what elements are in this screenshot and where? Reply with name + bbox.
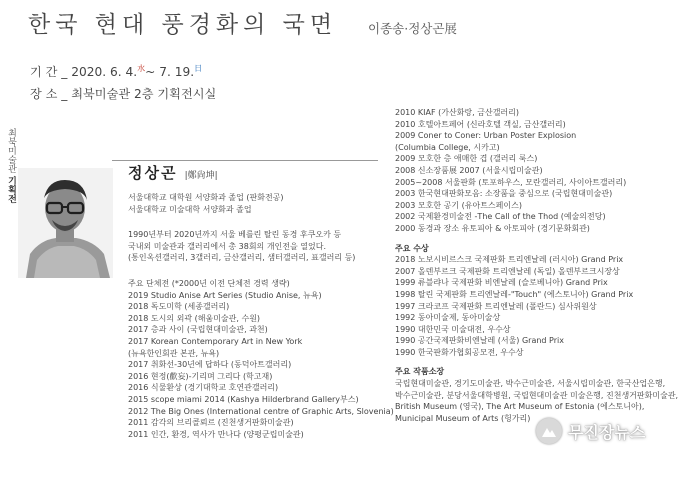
award-item: 1990 대한민국 미술대전, 우수상: [395, 324, 511, 334]
section-divider: [112, 160, 378, 161]
award-item: 1999 류블랴나 국제판화 비엔날레 (슬로베니아) Grand Prix: [395, 278, 608, 288]
education-item: 서울대학교 대학원 서양화과 졸업 (판화전공): [128, 193, 284, 202]
exhibition-period: [30, 63, 202, 80]
artist-education: [128, 192, 284, 215]
artist-summary: [128, 229, 355, 264]
artist-portrait: [18, 168, 113, 278]
award-item: 1997 크라코프 국제판화 트리엔날레 (폴란드) 심사위원상: [395, 301, 597, 311]
artist-heading: [128, 162, 218, 183]
exhibition-item: 2003 모호한 공기 (유아트스페이스): [395, 200, 522, 210]
exhibition-item: 2008 신소장품展 2007 (서울시립미술관): [395, 165, 543, 175]
exhibition-item: 2005~2008 서울판화 (토포하우스, 모란갤러리, 사이아트갤러리): [395, 177, 627, 187]
exhibition-item: 2012 The Big Ones (International centre of Graphic Arts, Slovenia): [128, 406, 394, 416]
collection-line: Municipal Museum of Arts (헝가리): [395, 413, 531, 423]
exhibition-item: 2016 현정(歡妄)-기리며 그리다 (학고재): [128, 371, 273, 381]
exhibition-item: 2018 도시의 외곽 (해움미술관, 수원): [128, 313, 261, 323]
exhibition-item: 2000 동경과 장소 유토피아 & 아토피아 (경기문화회관): [395, 223, 590, 233]
award-item: 2007 올덴부르크 국제판화 트리엔날레 (독일) 올덴부르크시장상: [395, 266, 620, 276]
summary-line: 1990년부터 2020년까지 서울 베를린 탈린 동경 후쿠오카 등: [128, 230, 342, 239]
watermark-text: 무진장뉴스: [568, 422, 646, 442]
award-item: 1992 동아미술제, 동아미술상: [395, 313, 501, 323]
side-label: [4, 128, 18, 203]
collection-line: British Museum (영국), The Art Museum of Estonia (에스토니아),: [395, 402, 645, 412]
exhibition-item: 2009 Coner to Coner: Urban Poster Explosion: [395, 131, 577, 141]
group-exhibitions-heading: 주요 단체전 (*2000년 이전 단체전 경력 생략): [128, 279, 290, 288]
exhibition-item: 2003 한국현대판화모음: 소장품을 중심으로 (국립현대미술관): [395, 189, 613, 199]
award-item: 1990 공간국제판화비엔날레 (서울) Grand Prix: [395, 336, 564, 346]
side-label-museum: 최북미술관: [6, 128, 16, 173]
period-start-day-mark: 水: [137, 64, 146, 73]
award-item: 2018 노보시비르스크 국제판화 트리엔날레 (러시아) Grand Prix: [395, 255, 624, 265]
exhibition-item: 2017 Korean Contemporary Art in New York: [128, 336, 303, 346]
period-end-text: ~ 7. 19.: [145, 65, 195, 80]
exhibition-item: 2002 국제환경미술전 -The Call of the Thod (예술의전당): [395, 212, 606, 222]
exhibition-item: 2019 Studio Anise Art Series (Studio Anise, 뉴욕): [128, 290, 322, 300]
exhibition-item: 2011 감각의 브리콜뢰르 (진천생거판화미술관): [128, 418, 294, 428]
artist-name: 정상곤: [128, 164, 178, 182]
award-item: 1990 한국판화가협회공모전, 우수상: [395, 347, 524, 357]
artist-name-hanja: |鄭尙坤|: [184, 171, 218, 181]
exhibition-item: 2016 식물환상 (경기대학교 호연관갤러리): [128, 383, 279, 393]
news-watermark: [536, 418, 645, 444]
exhibition-item: 2015 scope miami 2014 (Kashya Hilderbrand Gallery부스): [128, 394, 359, 404]
exhibition-item: 2018 독도미학 (세종갤러리): [128, 302, 230, 312]
award-item: 1998 탈린 국제판화 트리엔날레-"Touch" (에스토니아) Grand Prix: [395, 289, 634, 299]
summary-line: (통인옥션갤러리, 3갤러리, 금산갤러리, 샘터갤러리, 표갤러리 등): [128, 253, 356, 263]
exhibition-venue: 장 소 _ 최북미술관 2층 기획전시실: [30, 87, 217, 101]
exhibition-item: 2017 층과 사이 (국립현대미술관, 과천): [128, 325, 268, 335]
exhibition-title: 한국 현대 풍경화의 국면: [28, 12, 338, 38]
exhibition-item: (Columbia College, 시카고): [395, 142, 500, 152]
exhibition-item: 2009 모호한 층 애매한 겹 (갤러리 룩스): [395, 154, 538, 164]
summary-line: 국내외 미술관과 갤러리에서 총 38회의 개인전을 열었다.: [128, 241, 326, 251]
exhibition-item: (뉴욕한인회관 본관, 뉴욕): [128, 348, 220, 358]
side-label-exhibition: 기획전: [6, 175, 16, 203]
artist-portrait-illustration: [18, 168, 113, 278]
exhibition-item: 2017 취화선-30년에 답하다 (동덕아트갤러리): [128, 360, 292, 370]
collection-line: 국립현대미술관, 경기도미술관, 박수근미술관, 서울시립미술관, 한국산업은행,: [395, 379, 666, 389]
education-item: 서울대학교 미술대학 서양화과 졸업: [128, 204, 252, 214]
collections-heading: 주요 작품소장: [395, 367, 445, 377]
period-end-day-mark: 日: [194, 64, 203, 73]
spacer: [395, 358, 678, 366]
watermark-logo-icon: [536, 418, 562, 444]
exhibition-item: 2011 인간, 환경, 역사가 만나다 (양평군립미술관): [128, 429, 304, 439]
period-text: 기 간 _ 2020. 6. 4.: [30, 65, 138, 80]
exhibition-item: 2010 KIAF (가산화랑, 금산갤러리): [395, 108, 520, 117]
exhibition-item: 2010 호텔아트페어 (신라호텔 객실, 금산갤러리): [395, 119, 566, 129]
collection-line: 박수근미술관, 분당서울대학병원, 국립현대미술관 미술은행, 진천생거판화미술관,: [395, 390, 679, 400]
spacer: [395, 235, 678, 243]
exhibition-subtitle: 이종송·정상곤展: [368, 21, 457, 36]
group-exhibitions-list: [128, 278, 394, 440]
awards-heading: 주요 수상: [395, 243, 429, 253]
right-column: [395, 107, 678, 424]
